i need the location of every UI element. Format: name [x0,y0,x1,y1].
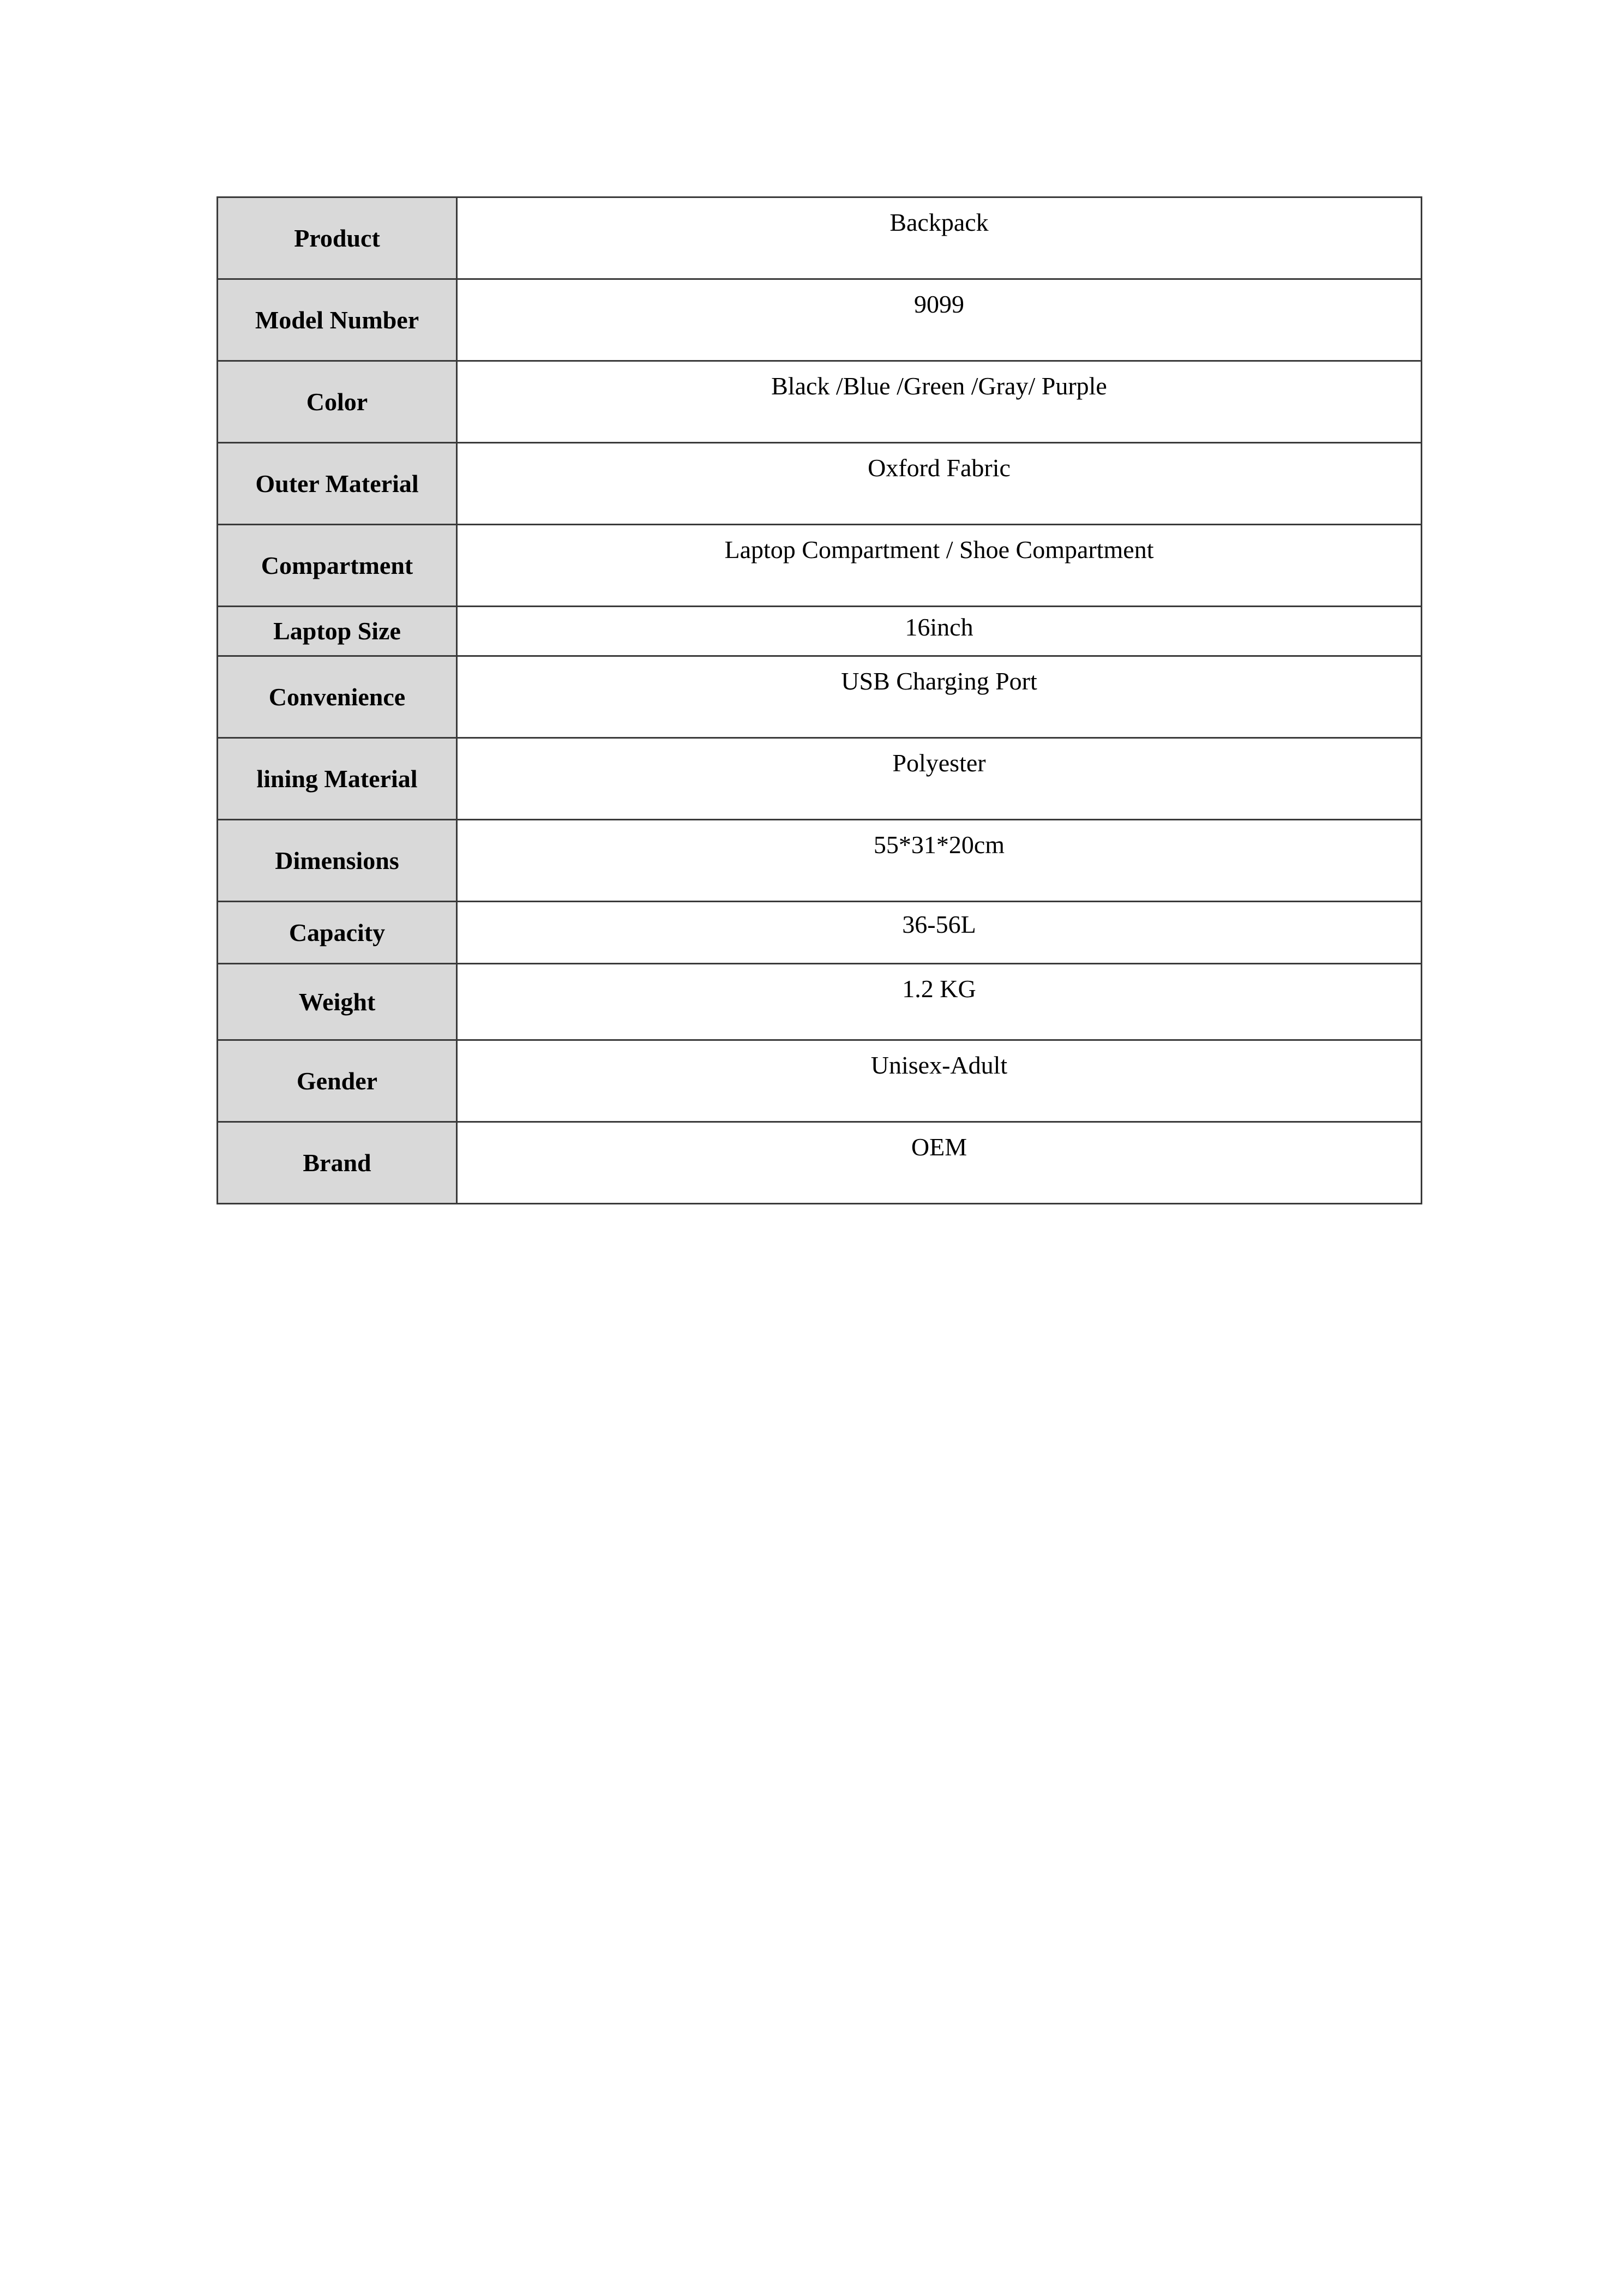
table-row [218,197,1422,279]
row-label: Dimensions [218,820,457,902]
row-label: Weight [218,964,457,1040]
row-label: Outer Material [218,443,457,525]
row-value: Backpack [457,197,1422,279]
row-value: 36-56L [457,902,1422,964]
row-label: Gender [218,1040,457,1122]
table-row [218,738,1422,820]
row-value: 9099 [457,279,1422,361]
table-row [218,443,1422,525]
row-label: lining Material [218,738,457,820]
row-value: Unisex-Adult [457,1040,1422,1122]
table-row [218,964,1422,1040]
row-value: 1.2 KG [457,964,1422,1040]
row-label: Compartment [218,525,457,607]
row-value: USB Charging Port [457,656,1422,738]
product-spec-table [217,196,1422,1204]
row-value: 55*31*20cm [457,820,1422,902]
table-row [218,820,1422,902]
table-row [218,656,1422,738]
table-row [218,902,1422,964]
table-row [218,607,1422,656]
table-row [218,279,1422,361]
row-value: Laptop Compartment / Shoe Compartment [457,525,1422,607]
row-value: Black /Blue /Green /Gray/ Purple [457,361,1422,443]
row-label: Model Number [218,279,457,361]
row-value: Oxford Fabric [457,443,1422,525]
row-label: Color [218,361,457,443]
table-row [218,361,1422,443]
row-label: Brand [218,1122,457,1204]
table-row [218,1122,1422,1204]
table-row [218,525,1422,607]
row-value: Polyester [457,738,1422,820]
table-row [218,1040,1422,1122]
row-label: Product [218,197,457,279]
row-label: Convenience [218,656,457,738]
row-value: 16inch [457,607,1422,656]
row-label: Laptop Size [218,607,457,656]
row-label: Capacity [218,902,457,964]
row-value: OEM [457,1122,1422,1204]
